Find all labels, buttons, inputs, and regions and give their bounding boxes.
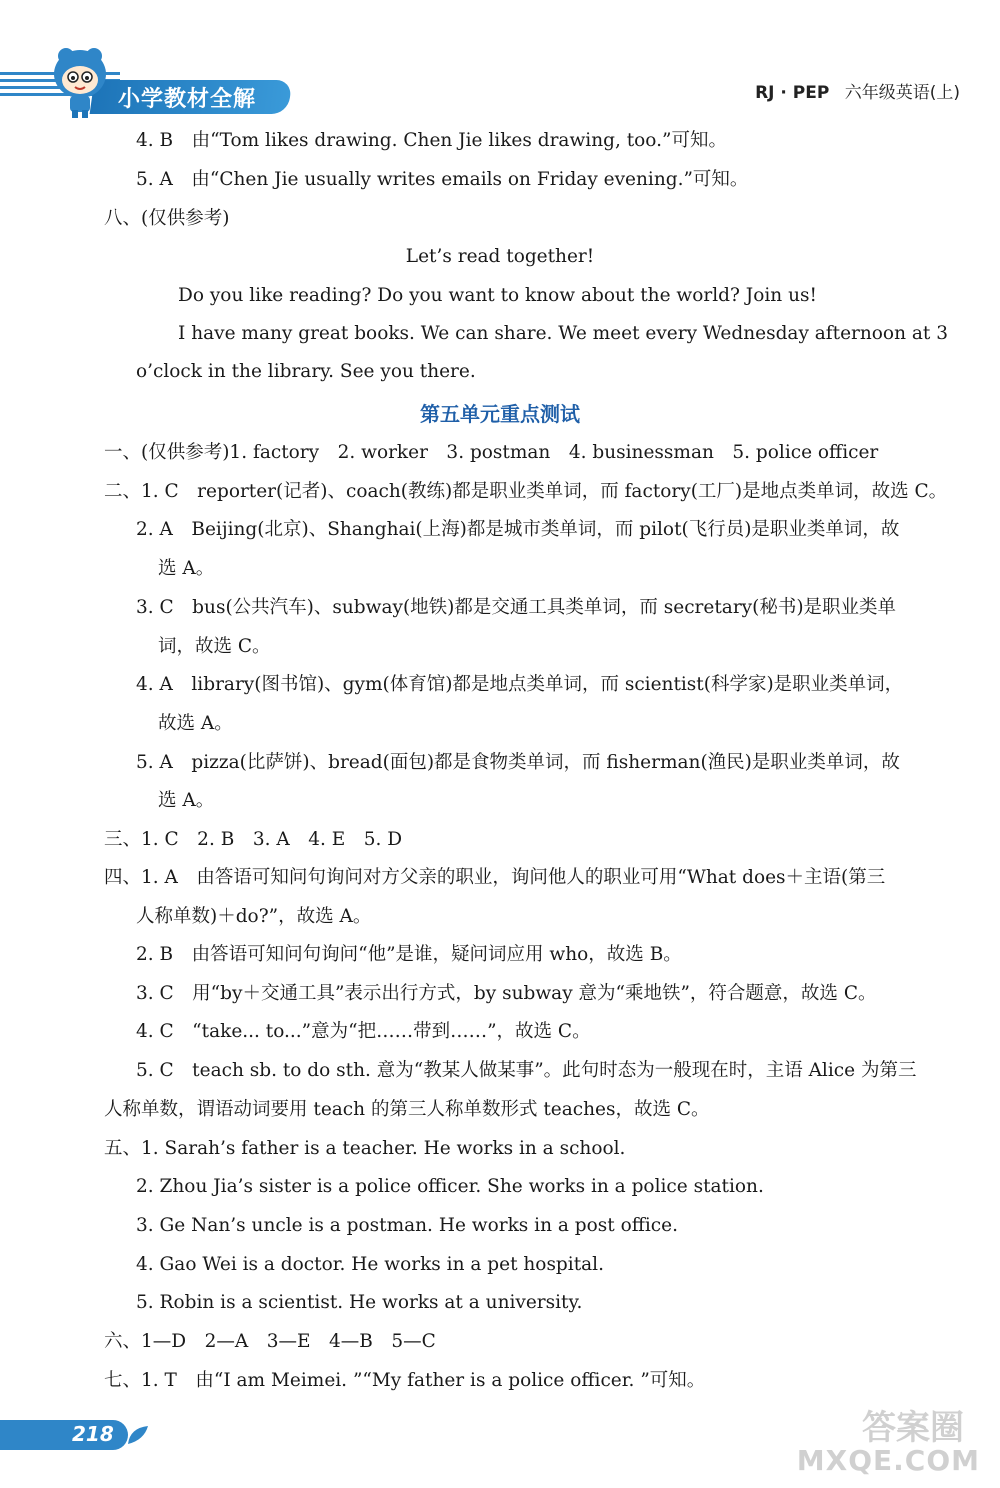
passage-line: Do you like reading? Do you want to know about the world? Join us! <box>178 285 817 306</box>
watermark-logo: 答案圈 <box>862 1408 964 1448</box>
passage-line: o’clock in the library. See you there. <box>136 361 476 382</box>
subject-label: 六年级英语(上) <box>844 83 960 103</box>
passage-line: I have many great books. We can share. We meet every Wednesday afternoon at 3 <box>178 323 948 344</box>
answer-line: 二、1. C reporter(记者)、coach(教练)都是职业类单词，而 factory(工厂)是地点类单词，故选 C。 <box>104 481 948 502</box>
answer-line: 5. A pizza(比萨饼)、bread(面包)都是食物类单词，而 fisherman(渔民)是职业类单词，故 <box>136 752 900 773</box>
answer-line: 4. B 由“Tom likes drawing. Chen Jie likes drawing, too.”可知。 <box>136 130 727 151</box>
answer-line: 3. C bus(公共汽车)、subway(地铁)都是交通工具类单词，而 secretary(秘书)是职业类单 <box>136 597 897 618</box>
passage-title: Let’s read together! <box>405 246 595 267</box>
answer-line: 四、1. A 由答语可知问句询问对方父亲的职业，询问他人的职业可用“What does＋主语(第三 <box>104 867 886 888</box>
mascot-icon <box>48 44 112 118</box>
answer-line: 3. Ge Nan’s uncle is a postman. He works in a post office. <box>136 1215 678 1236</box>
answer-line: 七、1. T 由“I am Meimei. ”“My father is a police officer. ”可知。 <box>104 1370 706 1391</box>
brand-title: 小学教材全解 <box>118 87 257 112</box>
page-header <box>0 0 1000 118</box>
answer-line: 人称单数，谓语动词要用 teach 的第三人称单数形式 teaches，故选 C。 <box>104 1099 710 1120</box>
answer-line: 5. C teach sb. to do sth. 意为“教某人做某事”。此句时态为一般现在时，主语 Alice 为第三 <box>136 1060 917 1081</box>
answer-line: 五、1. Sarah’s father is a teacher. He works in a school. <box>104 1138 626 1159</box>
leaf-icon <box>126 1424 150 1446</box>
answer-line: 2. B 由答语可知问句询问“他”是谁，疑问词应用 who，故选 B。 <box>136 944 682 965</box>
page-number: 218 <box>72 1422 114 1446</box>
watermark <box>780 1400 980 1482</box>
unit-title: 第五单元重点测试 <box>420 402 580 426</box>
answer-line: 一、(仅供参考)1. factory 2. worker 3. postman 4. businessman 5. police officer <box>104 442 879 463</box>
section-heading: 八、(仅供参考) <box>104 208 230 229</box>
edition-label: RJ · PEP <box>755 83 830 103</box>
answer-line: 2. A Beijing(北京)、Shanghai(上海)都是城市类单词，而 pilot(飞行员)是职业类单词，故 <box>136 519 900 540</box>
watermark-site: MXQE.COM <box>796 1444 980 1477</box>
answer-line: 5. A 由“Chen Jie usually writes emails on Friday evening.”可知。 <box>136 169 749 190</box>
answer-line: 三、1. C 2. B 3. A 4. E 5. D <box>104 829 403 850</box>
answer-line: 词，故选 C。 <box>158 636 271 657</box>
answer-line: 故选 A。 <box>158 713 233 734</box>
answer-line: 3. C 用“by＋交通工具”表示出行方式，by subway 意为“乘地铁”，符合题意，故选 C。 <box>136 983 877 1004</box>
answer-line: 人称单数)＋do?”，故选 A。 <box>136 906 372 927</box>
answer-line: 选 A。 <box>158 790 215 811</box>
answer-line: 4. C “take... to...”意为“把……带到……”，故选 C。 <box>136 1021 591 1042</box>
answer-line: 六、1—D 2—A 3—E 4—B 5—C <box>104 1331 436 1352</box>
answer-line: 选 A。 <box>158 558 215 579</box>
book-info <box>755 78 960 103</box>
page-number-badge <box>0 1418 150 1454</box>
answer-line: 4. Gao Wei is a doctor. He works in a pet hospital. <box>136 1254 604 1275</box>
answer-line: 5. Robin is a scientist. He works at a university. <box>136 1292 583 1313</box>
answer-line: 2. Zhou Jia’s sister is a police officer. She works in a police station. <box>136 1176 764 1197</box>
answer-line: 4. A library(图书馆)、gym(体育馆)都是地点类单词，而 scientist(科学家)是职业类单词， <box>136 674 904 695</box>
